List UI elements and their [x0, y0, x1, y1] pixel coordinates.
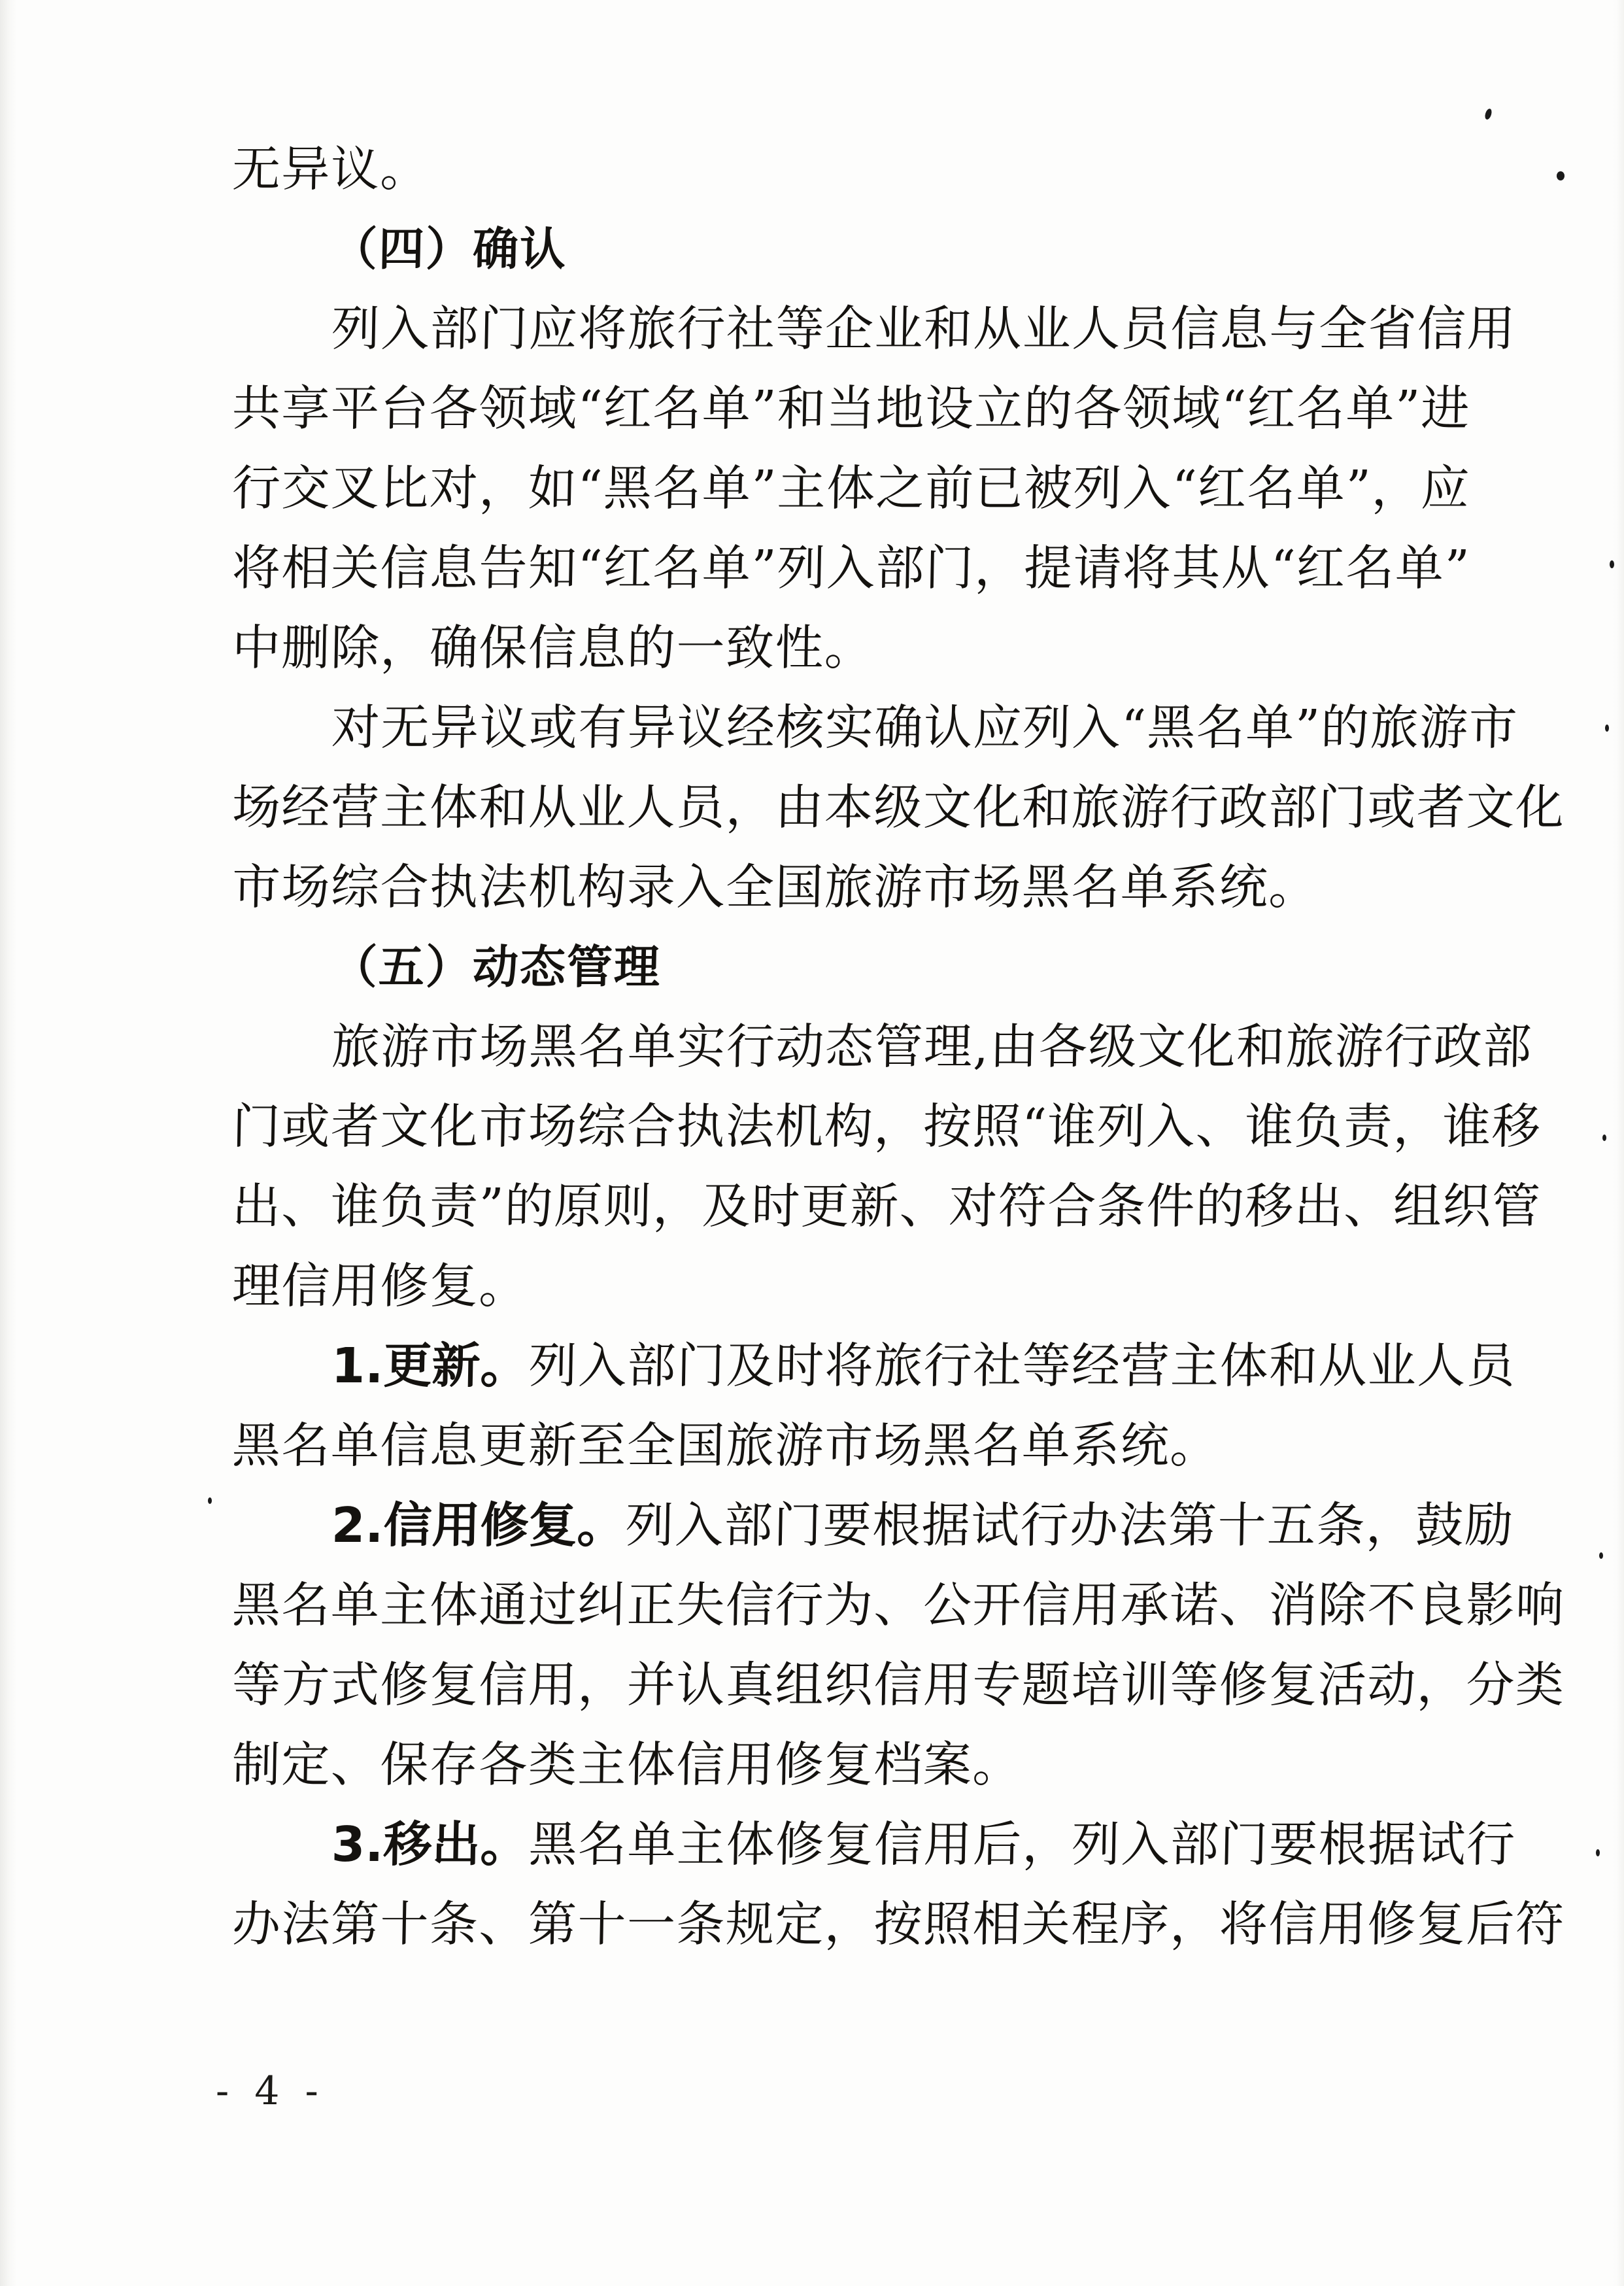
body-line: 中删除，确保信息的一致性。 [231, 620, 875, 676]
numbered-item-1 [231, 1326, 1517, 1406]
numbered-item-3-label: 3.移出。 [331, 1817, 530, 1873]
document-body [231, 129, 1566, 1964]
body-line: 办法第十条、第十一条规定，按照相关程序，将信用修复后符 [231, 1896, 1566, 1953]
numbered-item-3 [231, 1805, 1517, 1885]
body-line: 场经营主体和从业人员，由本级文化和旅游行政部门或者文化 [231, 779, 1566, 836]
numbered-item-1-text: 列入部门及时将旅行社等经营主体和从业人员 [528, 1338, 1517, 1394]
body-line: 理信用修复。 [231, 1258, 529, 1314]
scan-speckle [1596, 1849, 1600, 1856]
scan-speckle [208, 1497, 212, 1504]
page-number: - 4 - [215, 2068, 326, 2114]
body-line: 行交叉比对，如“黑名单”主体之前已被列入“红名单”，应 [231, 460, 1471, 517]
scan-speckle [1557, 171, 1565, 180]
body-line: 无异议。 [231, 141, 430, 197]
body-line: 共享平台各领域“红名单”和当地设立的各领域“红名单”进 [231, 381, 1471, 437]
body-line: 旅游市场黑名单实行动态管理,由各级文化和旅游行政部 [331, 1019, 1533, 1075]
numbered-item-1-label: 1.更新。 [331, 1338, 530, 1394]
body-line: 制定、保存各类主体信用修复档案。 [231, 1737, 1023, 1793]
scan-speckle [1602, 1134, 1606, 1141]
scan-speckle [1599, 1552, 1603, 1559]
section-heading-wu: （五）动态管理 [331, 940, 662, 994]
numbered-item-2 [231, 1486, 1515, 1565]
numbered-item-2-text: 列入部门要根据试行办法第十五条，鼓励 [624, 1497, 1515, 1554]
body-line: 列入部门应将旅行社等企业和从业人员信息与全省信用 [331, 301, 1517, 357]
body-line: 出、谁负责”的原则，及时更新、对符合条件的移出、组织管 [231, 1178, 1542, 1235]
body-line: 市场综合执法机构录入全国旅游市场黑名单系统。 [231, 859, 1319, 915]
body-line: 黑名单信息更新至全国旅游市场黑名单系统。 [231, 1418, 1220, 1474]
body-line: 将相关信息告知“红名单”列入部门，提请将其从“红名单” [231, 540, 1471, 596]
scan-edge-shadow-left [0, 0, 17, 2286]
body-line: 黑名单主体通过纠正失信行为、公开信用承诺、消除不良影响 [231, 1577, 1566, 1633]
body-line: 对无异议或有异议经核实确认应列入“黑名单”的旅游市 [331, 700, 1519, 756]
scan-speckle [1484, 108, 1493, 120]
body-line: 门或者文化市场综合执法机构，按照“谁列入、谁负责，谁移 [231, 1099, 1542, 1155]
body-line: 等方式修复信用，并认真组织信用专题培训等修复活动，分类 [231, 1657, 1566, 1713]
scan-edge-shadow-right [1612, 0, 1624, 2286]
section-heading-si: （四）确认 [331, 222, 567, 276]
scan-speckle [1605, 725, 1609, 732]
numbered-item-2-label: 2.信用修复。 [331, 1497, 626, 1554]
numbered-item-3-text: 黑名单主体修复信用后，列入部门要根据试行 [528, 1817, 1517, 1873]
